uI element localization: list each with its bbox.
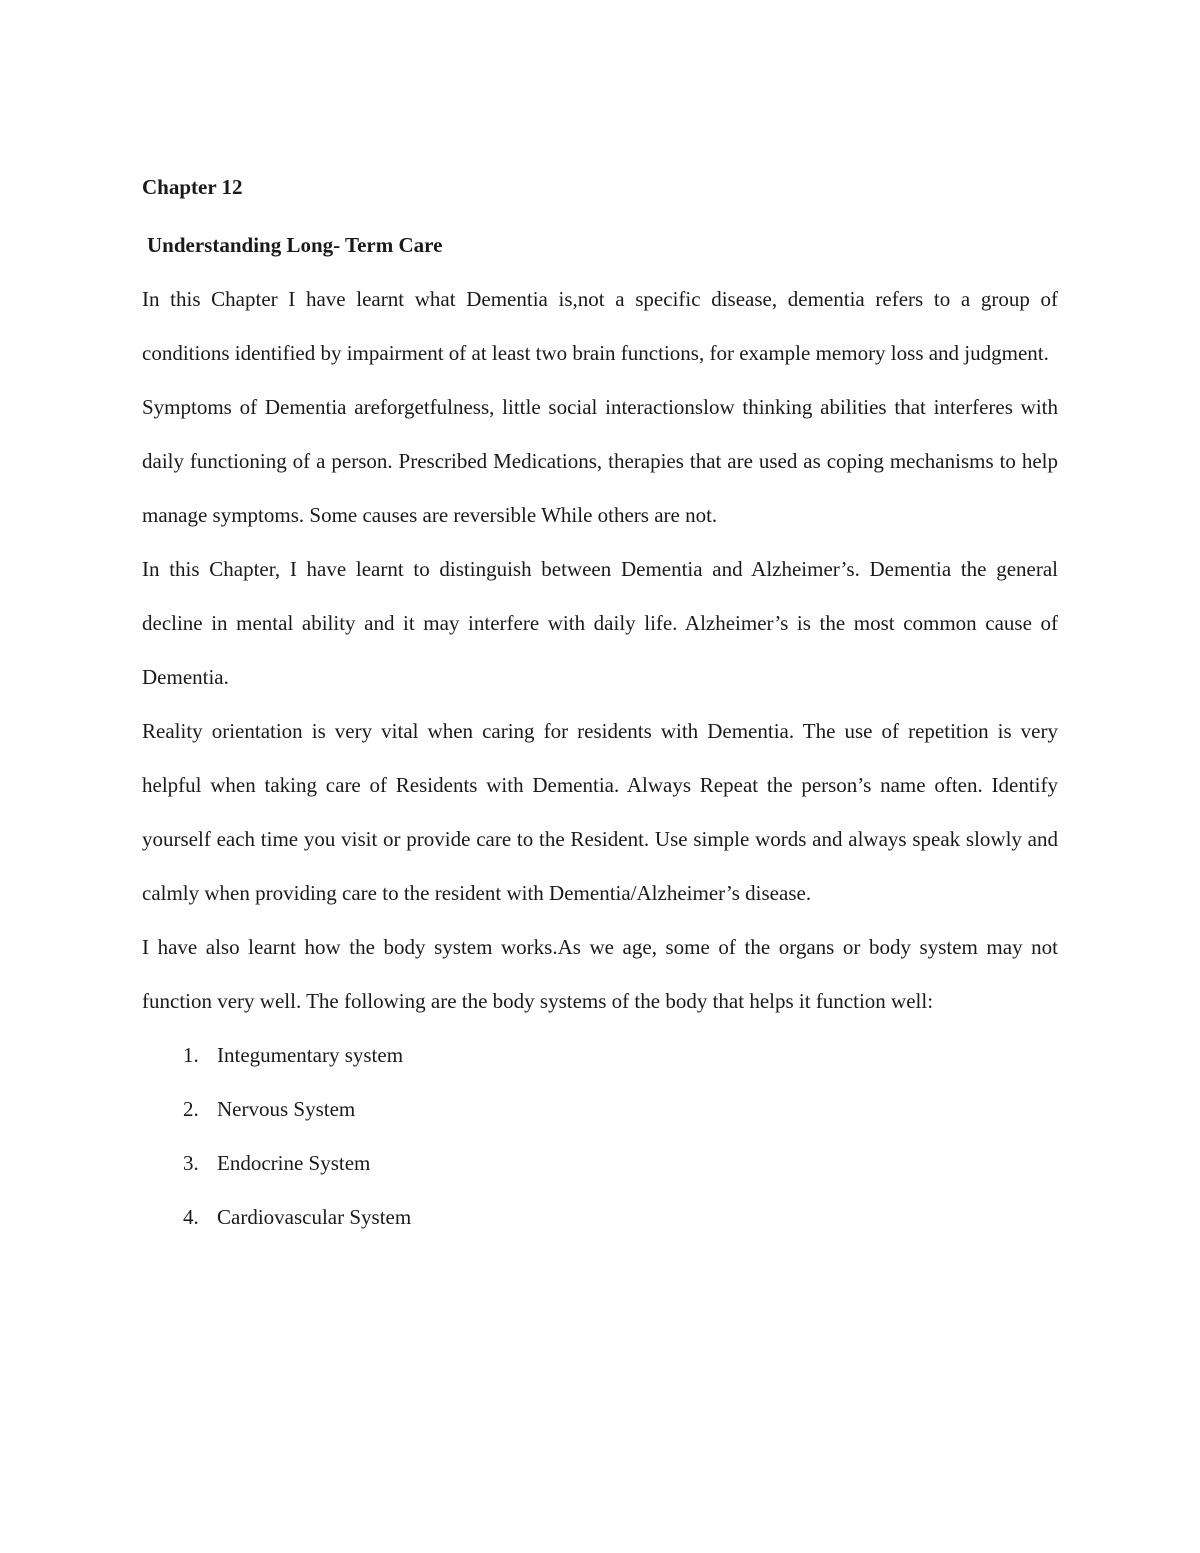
list-item-text: Endocrine System [217,1151,371,1175]
chapter-subtitle: Understanding Long- Term Care [147,233,443,257]
list-item [142,1136,1058,1190]
list-item-text: Cardiovascular System [217,1205,412,1229]
list-item [142,1082,1058,1136]
list-item-number: 3. [183,1151,199,1175]
document-body [142,160,1058,1244]
list-item [142,1028,1058,1082]
paragraph-dementia-vs-alzheimers: In this Chapter, I have learnt to distinguish between Dementia and Alzheimer’s. Dementia the general decline in mental ability and it may interfere with daily life. Alzheimer’s is the most common cause of Dementia. [142,557,1058,689]
paragraph-dementia-definition: In this Chapter I have learnt what Dementia is,not a specific disease, dementia refers to a group of conditions identified by impairment of at least two brain functions, for example memory loss and judgment. [142,287,1058,365]
list-item-number: 1. [183,1043,199,1067]
list-item-text: Integumentary system [217,1043,404,1067]
list-item [142,1190,1058,1244]
list-item-number: 2. [183,1097,199,1121]
paragraph-body-systems-intro: I have also learnt how the body system works.As we age, some of the organs or body system may not function very well. The following are the body systems of the body that helps it function well: [142,935,1058,1013]
list-item-text: Nervous System [217,1097,356,1121]
paragraph-dementia-symptoms: Symptoms of Dementia areforgetfulness, little social interactionslow thinking abilities that interferes with daily functioning of a person. Prescribed Medications, therapies that are used as coping mechanisms to help manage symptoms. Some causes are reversible While others are not. [142,395,1058,527]
chapter-title: Chapter 12 [142,175,243,199]
body-systems-list [142,1028,1058,1244]
paragraph-reality-orientation: Reality orientation is very vital when caring for residents with Dementia. The use of repetition is very helpful when taking care of Residents with Dementia. Always Repeat the person’s name often. Identify yourself each time you visit or provide care to the Resident. Use simple words and always speak slowly and calmly when providing care to the resident with Dementia/Alzheimer’s disease. [142,719,1058,905]
list-item-number: 4. [183,1205,199,1229]
